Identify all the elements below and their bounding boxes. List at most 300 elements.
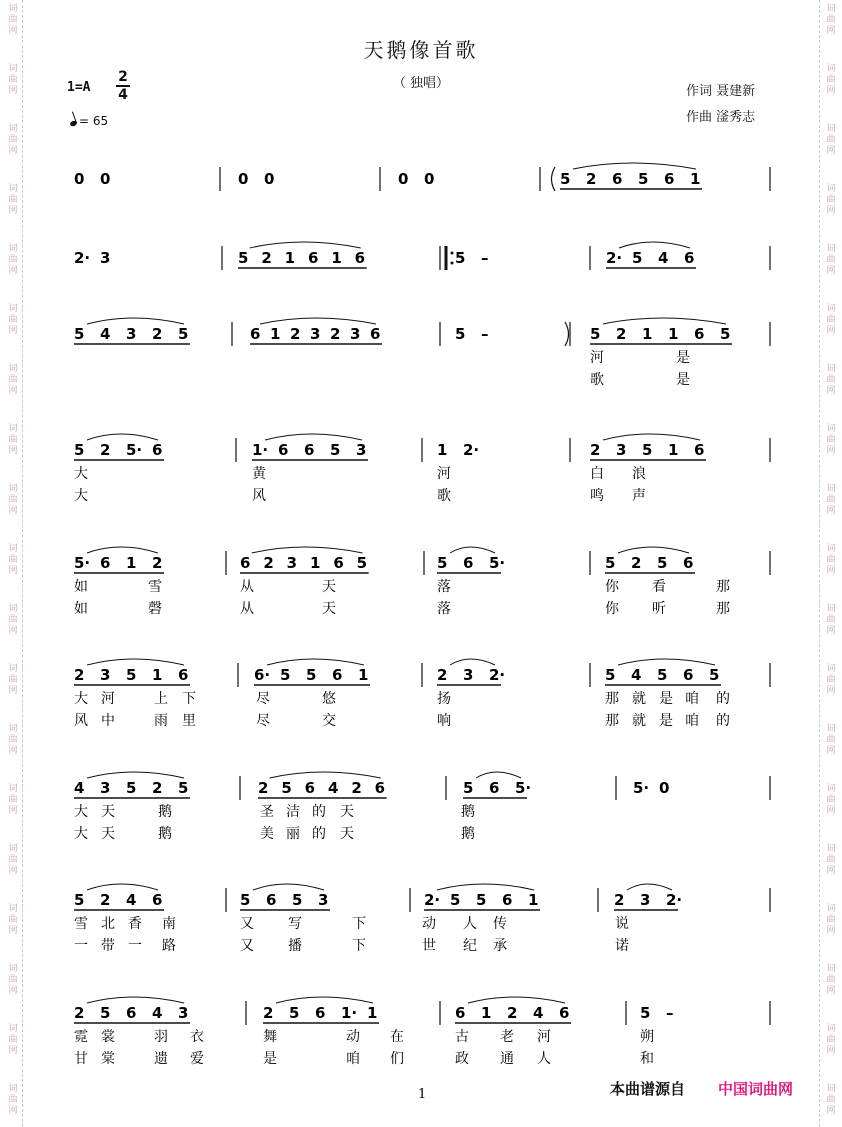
lyric-char: 洁 bbox=[286, 804, 300, 820]
lyric-char: 朔 bbox=[640, 1029, 654, 1045]
score-note: 6 bbox=[178, 666, 189, 684]
score-note: 1· bbox=[341, 1004, 358, 1022]
lyric-char: 播 bbox=[288, 938, 302, 954]
score-note: 6 bbox=[304, 779, 316, 797]
score-note: 3 bbox=[356, 441, 367, 459]
watermark-text: 词 曲 网 bbox=[8, 604, 18, 636]
score-note: 3 bbox=[100, 779, 111, 797]
lyric-char: 你 bbox=[605, 579, 619, 595]
score-note: 6 bbox=[684, 249, 695, 267]
lyric-char: 和 bbox=[640, 1051, 654, 1067]
slur-arc bbox=[87, 884, 158, 890]
lyric-char: 下 bbox=[352, 938, 366, 954]
score-note: 1 bbox=[126, 554, 137, 572]
score-note: 6 bbox=[455, 1004, 466, 1022]
score-note: 0 bbox=[659, 779, 670, 797]
score-note: 2 bbox=[74, 666, 85, 684]
score-note: 1· bbox=[252, 441, 269, 459]
lyric-char: 衣 bbox=[190, 1029, 204, 1045]
lyric-char: 是 bbox=[659, 691, 673, 707]
lyric-char: 路 bbox=[162, 938, 176, 954]
lyric-char: 咱 bbox=[685, 713, 699, 729]
watermark-text: 词 曲 网 bbox=[826, 724, 836, 756]
lyric-char: 鹅 bbox=[461, 826, 475, 842]
lyric-char: 舞 bbox=[263, 1029, 277, 1045]
lyric-char: 风 bbox=[252, 488, 266, 504]
slur-arc bbox=[260, 318, 376, 324]
score-note: 5 bbox=[100, 1004, 111, 1022]
score-note: 5 bbox=[560, 170, 571, 188]
score-note: 5 bbox=[240, 891, 251, 909]
lyric-char: 大 bbox=[74, 826, 88, 842]
watermark-text: 词 曲 网 bbox=[826, 484, 836, 516]
score-note: 5· bbox=[74, 554, 91, 572]
lyric-char: 世 bbox=[422, 938, 436, 954]
repeat-dot bbox=[451, 262, 454, 265]
score-note: – bbox=[666, 1004, 674, 1022]
lyric-char: 咱 bbox=[685, 691, 699, 707]
performance-type: （ 独唱） bbox=[392, 76, 450, 91]
score-note: 5 bbox=[657, 554, 668, 572]
score-note: 3 bbox=[100, 249, 111, 267]
score-note: 5 bbox=[292, 891, 303, 909]
score-note: 5 bbox=[709, 666, 720, 684]
slur-arc bbox=[250, 242, 361, 248]
watermark-text: 词 曲 网 bbox=[826, 424, 836, 456]
slur-arc bbox=[87, 659, 184, 665]
score-note: 1 bbox=[331, 249, 342, 267]
score-note: 3 bbox=[286, 554, 298, 572]
slur-arc bbox=[87, 997, 184, 1003]
lyricist-credit: 作词 聂建新 bbox=[686, 84, 756, 99]
lyric-char: 歌 bbox=[437, 488, 451, 504]
score-note: 3 bbox=[318, 891, 329, 909]
lyric-char: 通 bbox=[500, 1051, 514, 1067]
watermark-text: 词 曲 网 bbox=[826, 964, 836, 996]
watermark-text: 词 曲 网 bbox=[8, 784, 18, 816]
score-note: 2· bbox=[424, 891, 441, 909]
watermark-text: 词 曲 网 bbox=[826, 1024, 836, 1056]
score-note: 5 bbox=[74, 441, 85, 459]
score-note: 1 bbox=[284, 249, 296, 267]
lyric-char: 诺 bbox=[615, 938, 629, 954]
score-note: 5 bbox=[640, 1004, 651, 1022]
score-note: 5 bbox=[281, 779, 292, 797]
watermark-text: 词 曲 网 bbox=[8, 844, 18, 876]
score-note: 3 bbox=[100, 666, 111, 684]
watermark-text: 词 曲 网 bbox=[826, 904, 836, 936]
score-note: 6 bbox=[126, 1004, 137, 1022]
score-note: 2 bbox=[507, 1004, 518, 1022]
score-note: 1 bbox=[481, 1004, 492, 1022]
slur-arc bbox=[450, 659, 495, 665]
score-note: 6 bbox=[266, 891, 277, 909]
lyric-char: 如 bbox=[74, 579, 88, 595]
lyric-char: 下 bbox=[182, 691, 196, 707]
score-note: 5 bbox=[450, 891, 461, 909]
lyric-char: 歌 bbox=[590, 372, 604, 388]
score-note: 0 bbox=[424, 170, 435, 188]
score-note: 6 bbox=[463, 554, 474, 572]
lyric-char: 那 bbox=[605, 691, 619, 707]
watermark-text: 词 曲 网 bbox=[8, 964, 18, 996]
slur-arc bbox=[276, 997, 373, 1003]
score-note: 1 bbox=[358, 666, 369, 684]
lyric-char: 们 bbox=[390, 1051, 404, 1067]
score-note: 2 bbox=[351, 779, 362, 797]
score-note: 2 bbox=[100, 441, 111, 459]
lyric-char: 你 bbox=[605, 601, 619, 617]
lyric-char: 香 bbox=[128, 916, 142, 932]
score-note: 6 bbox=[694, 441, 705, 459]
score-note: 6 bbox=[240, 554, 251, 572]
score-note: 6 bbox=[304, 441, 315, 459]
lyric-char: 爱 bbox=[190, 1051, 204, 1067]
lyric-char: 一 bbox=[74, 938, 88, 954]
score-note: 5· bbox=[126, 441, 143, 459]
slur-arc bbox=[603, 318, 726, 324]
lyric-char: 河 bbox=[537, 1029, 551, 1045]
score-note: 2· bbox=[463, 441, 480, 459]
score-note: 0 bbox=[398, 170, 409, 188]
lyric-char: 鸣 bbox=[590, 488, 604, 504]
score-note: 6 bbox=[250, 325, 261, 343]
score-note: 6 bbox=[502, 891, 513, 909]
slur-arc bbox=[476, 772, 521, 778]
lyric-char: 大 bbox=[74, 691, 88, 707]
watermark-text: 词 曲 网 bbox=[8, 364, 18, 396]
score-note: 5 bbox=[476, 891, 487, 909]
score-note: 6 bbox=[315, 1004, 326, 1022]
score-note: 3 bbox=[463, 666, 474, 684]
watermark-text: 词 曲 网 bbox=[8, 124, 18, 156]
score-note: 6 bbox=[100, 554, 111, 572]
lyric-char: 雪 bbox=[74, 916, 88, 932]
score-note: 6 bbox=[333, 554, 344, 572]
watermark-text: 词 曲 网 bbox=[8, 724, 18, 756]
score-note: 1 bbox=[270, 325, 281, 343]
lyric-char: 浪 bbox=[632, 466, 646, 482]
slur-arc bbox=[265, 434, 362, 440]
lyric-char: 天 bbox=[322, 579, 336, 595]
lyric-char: 就 bbox=[632, 713, 646, 729]
watermark-text: 词 曲 网 bbox=[8, 484, 18, 516]
lyric-char: 带 bbox=[101, 938, 115, 954]
score-note: 5 bbox=[280, 666, 291, 684]
lyric-char: 霓 bbox=[74, 1029, 88, 1045]
lyric-char: 天 bbox=[322, 601, 336, 617]
score-note: 2 bbox=[614, 891, 625, 909]
lyric-char: 鹅 bbox=[461, 804, 475, 820]
watermark-text: 词 曲 网 bbox=[826, 184, 836, 216]
score-note: 5 bbox=[306, 666, 317, 684]
score-note: 4 bbox=[126, 891, 137, 909]
lyric-char: 大 bbox=[74, 466, 88, 482]
lyric-char: 南 bbox=[162, 916, 176, 932]
source-label: 本曲谱源自 bbox=[610, 1080, 686, 1098]
score-note: 4 bbox=[74, 779, 85, 797]
lyric-char: 从 bbox=[240, 579, 254, 595]
lyric-char: 是 bbox=[676, 372, 690, 388]
slur-arc bbox=[618, 547, 689, 553]
watermark-text: 词 曲 网 bbox=[8, 4, 18, 36]
lyric-char: 白 bbox=[590, 466, 604, 482]
score-note: 5 bbox=[330, 441, 341, 459]
song-title: 天鹅像首歌 bbox=[363, 38, 479, 62]
watermark-text: 词 曲 网 bbox=[826, 784, 836, 816]
score-note: 6 bbox=[559, 1004, 570, 1022]
slur-arc bbox=[87, 547, 158, 553]
score-note: 5 bbox=[356, 554, 368, 572]
key-signature: 1=A bbox=[67, 80, 91, 95]
score-note: 2 bbox=[263, 1004, 274, 1022]
lyric-char: 的 bbox=[716, 691, 730, 707]
score-note: 2 bbox=[590, 441, 601, 459]
score-note: 2 bbox=[100, 891, 111, 909]
score-note: 4 bbox=[631, 666, 642, 684]
score-note: 5 bbox=[437, 554, 448, 572]
watermark-text: 词 曲 网 bbox=[826, 544, 836, 576]
lyric-char: 上 bbox=[154, 691, 168, 707]
lyric-char: 人 bbox=[537, 1051, 551, 1067]
score-note: 4 bbox=[533, 1004, 544, 1022]
lyric-char: 在 bbox=[390, 1029, 404, 1045]
score-note: 4 bbox=[658, 249, 669, 267]
score-note: – bbox=[481, 249, 489, 267]
lyric-char: 磬 bbox=[148, 601, 162, 617]
lyric-char: 大 bbox=[74, 804, 88, 820]
score-note: 6 bbox=[152, 441, 163, 459]
score-note: 2· bbox=[489, 666, 506, 684]
lyric-char: 大 bbox=[74, 488, 88, 504]
time-signature-top: 2 bbox=[118, 69, 128, 85]
score-note: 0 bbox=[264, 170, 275, 188]
lyric-char: 天 bbox=[340, 826, 354, 842]
lyric-char: 河 bbox=[101, 691, 115, 707]
time-signature-bottom: 4 bbox=[118, 87, 128, 103]
slur-arc bbox=[619, 242, 690, 248]
score-note: 2 bbox=[437, 666, 448, 684]
slur-arc bbox=[87, 318, 184, 324]
score-note: 1 bbox=[528, 891, 539, 909]
lyric-char: 的 bbox=[312, 804, 326, 820]
score-note: 2 bbox=[258, 779, 269, 797]
lyric-char: 的 bbox=[716, 713, 730, 729]
score-note: 6 bbox=[370, 325, 381, 343]
lyric-char: 裳 bbox=[101, 1029, 115, 1045]
lyric-char: 说 bbox=[615, 916, 629, 932]
score-note: 2 bbox=[631, 554, 642, 572]
score-note: 4 bbox=[152, 1004, 163, 1022]
score-note: 0 bbox=[100, 170, 111, 188]
lyric-char: 咱 bbox=[346, 1051, 360, 1067]
watermark-text: 词 曲 网 bbox=[826, 364, 836, 396]
score-note: 2 bbox=[290, 325, 301, 343]
watermark-text: 词 曲 网 bbox=[826, 304, 836, 336]
watermark-text: 词 曲 网 bbox=[826, 4, 836, 36]
lyric-char: 动 bbox=[346, 1029, 360, 1045]
score-note: 5 bbox=[126, 779, 137, 797]
score-note: 3 bbox=[350, 325, 361, 343]
score-note: 6 bbox=[683, 554, 694, 572]
slur-arc bbox=[618, 659, 715, 665]
lyric-char: 遗 bbox=[154, 1051, 168, 1067]
score-note: 5 bbox=[605, 554, 616, 572]
lyric-char: 悠 bbox=[322, 691, 336, 707]
score-note: 1 bbox=[668, 325, 679, 343]
score-note: 6 bbox=[308, 249, 319, 267]
lyric-char: 那 bbox=[716, 601, 730, 617]
lyric-char: 那 bbox=[716, 579, 730, 595]
slur-arc bbox=[87, 772, 184, 778]
score-note: 5 bbox=[178, 779, 189, 797]
intro-bracket-open bbox=[552, 167, 556, 191]
score-note: 2 bbox=[616, 325, 627, 343]
watermark-text: 词 曲 网 bbox=[826, 124, 836, 156]
lyric-char: 天 bbox=[340, 804, 354, 820]
slur-arc bbox=[468, 997, 565, 1003]
score-note: 5 bbox=[632, 249, 643, 267]
lyric-char: 是 bbox=[659, 713, 673, 729]
repeat-dot bbox=[451, 252, 454, 255]
score-note: 1 bbox=[668, 441, 679, 459]
lyric-char: 听 bbox=[652, 601, 666, 617]
score-note: 4 bbox=[100, 325, 111, 343]
lyric-char: 雨 bbox=[154, 713, 168, 729]
score-note: 5 bbox=[455, 325, 466, 343]
score-note: 1 bbox=[437, 441, 448, 459]
composer-credit: 作曲 滏秀志 bbox=[686, 110, 756, 125]
tempo-value: = 65 bbox=[79, 114, 109, 128]
slur-arc bbox=[267, 659, 364, 665]
score-note: 5 bbox=[590, 325, 601, 343]
score-note: 3 bbox=[616, 441, 627, 459]
lyric-char: 河 bbox=[437, 466, 451, 482]
lyric-char: 风 bbox=[74, 713, 88, 729]
score-note: 5 bbox=[720, 325, 731, 343]
score-note: 4 bbox=[328, 779, 339, 797]
score-note: 2 bbox=[152, 779, 163, 797]
lyric-char: 雪 bbox=[148, 579, 162, 595]
score-note: 2 bbox=[152, 325, 163, 343]
lyric-char: 扬 bbox=[437, 691, 451, 707]
score-note: 5 bbox=[463, 779, 474, 797]
slur-arc bbox=[253, 884, 324, 890]
score-note: 1 bbox=[152, 666, 163, 684]
score-note: 3 bbox=[310, 325, 321, 343]
score-note: 3 bbox=[126, 325, 137, 343]
slur-arc bbox=[603, 434, 700, 440]
lyric-char: 下 bbox=[352, 916, 366, 932]
score-note: 2 bbox=[74, 1004, 85, 1022]
lyric-char: 北 bbox=[101, 916, 115, 932]
lyric-char: 是 bbox=[676, 350, 690, 366]
watermark-text: 词 曲 网 bbox=[8, 184, 18, 216]
intro-bracket-close bbox=[565, 322, 569, 346]
score-note: 3 bbox=[640, 891, 651, 909]
slur-arc bbox=[627, 884, 672, 890]
score-note: 6· bbox=[254, 666, 271, 684]
lyric-char: 黄 bbox=[252, 466, 266, 482]
score-note: 6 bbox=[683, 666, 694, 684]
score-note: 1 bbox=[367, 1004, 378, 1022]
lyric-char: 传 bbox=[493, 916, 507, 932]
slur-arc bbox=[437, 884, 534, 890]
score-note: 2 bbox=[261, 249, 272, 267]
score-note: 6 bbox=[354, 249, 366, 267]
slur-arc bbox=[252, 547, 363, 553]
score-note: 5 bbox=[74, 325, 85, 343]
score-note: 6 bbox=[152, 891, 163, 909]
watermark-text: 词 曲 网 bbox=[826, 664, 836, 696]
lyric-char: 就 bbox=[632, 691, 646, 707]
lyric-char: 是 bbox=[263, 1051, 277, 1067]
lyric-char: 美 bbox=[260, 826, 274, 842]
lyric-char: 中 bbox=[101, 713, 115, 729]
lyric-char: 看 bbox=[652, 579, 666, 595]
lyric-char: 丽 bbox=[286, 826, 300, 842]
lyric-char: 羽 bbox=[154, 1029, 168, 1045]
watermark-text: 词 曲 网 bbox=[826, 604, 836, 636]
lyric-char: 甘 bbox=[74, 1051, 88, 1067]
watermark-text: 词 曲 网 bbox=[8, 1084, 18, 1116]
watermark-text: 词 曲 网 bbox=[8, 664, 18, 696]
lyric-char: 如 bbox=[74, 601, 88, 617]
score-note: 1 bbox=[690, 170, 701, 188]
lyric-char: 又 bbox=[240, 916, 254, 932]
score-note: 2· bbox=[74, 249, 91, 267]
lyric-char: 尽 bbox=[256, 713, 270, 729]
score-note: 5 bbox=[126, 666, 137, 684]
watermark-text: 词 曲 网 bbox=[8, 424, 18, 456]
score-note: 5· bbox=[489, 554, 506, 572]
score-note: 5 bbox=[657, 666, 668, 684]
watermark-text: 词 曲 网 bbox=[8, 1024, 18, 1056]
score-note: 5 bbox=[638, 170, 649, 188]
slur-arc bbox=[87, 434, 158, 440]
watermark-text: 词 曲 网 bbox=[8, 64, 18, 96]
score-note: 6 bbox=[664, 170, 675, 188]
lyric-char: 一 bbox=[128, 938, 142, 954]
slur-arc bbox=[450, 547, 495, 553]
lyric-char: 鹅 bbox=[158, 804, 172, 820]
score-note: 2 bbox=[330, 325, 341, 343]
lyric-char: 里 bbox=[182, 713, 196, 729]
score-note: 2 bbox=[152, 554, 163, 572]
watermark-text: 词 曲 网 bbox=[8, 544, 18, 576]
watermark-text: 词 曲 网 bbox=[8, 904, 18, 936]
lyric-char: 老 bbox=[500, 1029, 514, 1045]
score-note: 3 bbox=[178, 1004, 189, 1022]
lyric-char: 河 bbox=[590, 350, 604, 366]
score-note: 5 bbox=[238, 249, 249, 267]
score-note: 2 bbox=[586, 170, 597, 188]
score-note: 6 bbox=[332, 666, 343, 684]
lyric-char: 声 bbox=[632, 488, 646, 504]
lyric-char: 天 bbox=[101, 804, 115, 820]
score-note: 5 bbox=[74, 891, 85, 909]
score-note: 0 bbox=[238, 170, 249, 188]
lyric-char: 尽 bbox=[256, 691, 270, 707]
score-note: 2 bbox=[263, 554, 274, 572]
watermark-text: 词 曲 网 bbox=[826, 844, 836, 876]
source-site-link[interactable]: 中国词曲网 bbox=[718, 1080, 794, 1098]
page-number: 1 bbox=[418, 1087, 427, 1102]
score-note: 5 bbox=[455, 249, 466, 267]
score-note: 5 bbox=[178, 325, 189, 343]
lyric-char: 从 bbox=[240, 601, 254, 617]
score-note: 5 bbox=[605, 666, 616, 684]
